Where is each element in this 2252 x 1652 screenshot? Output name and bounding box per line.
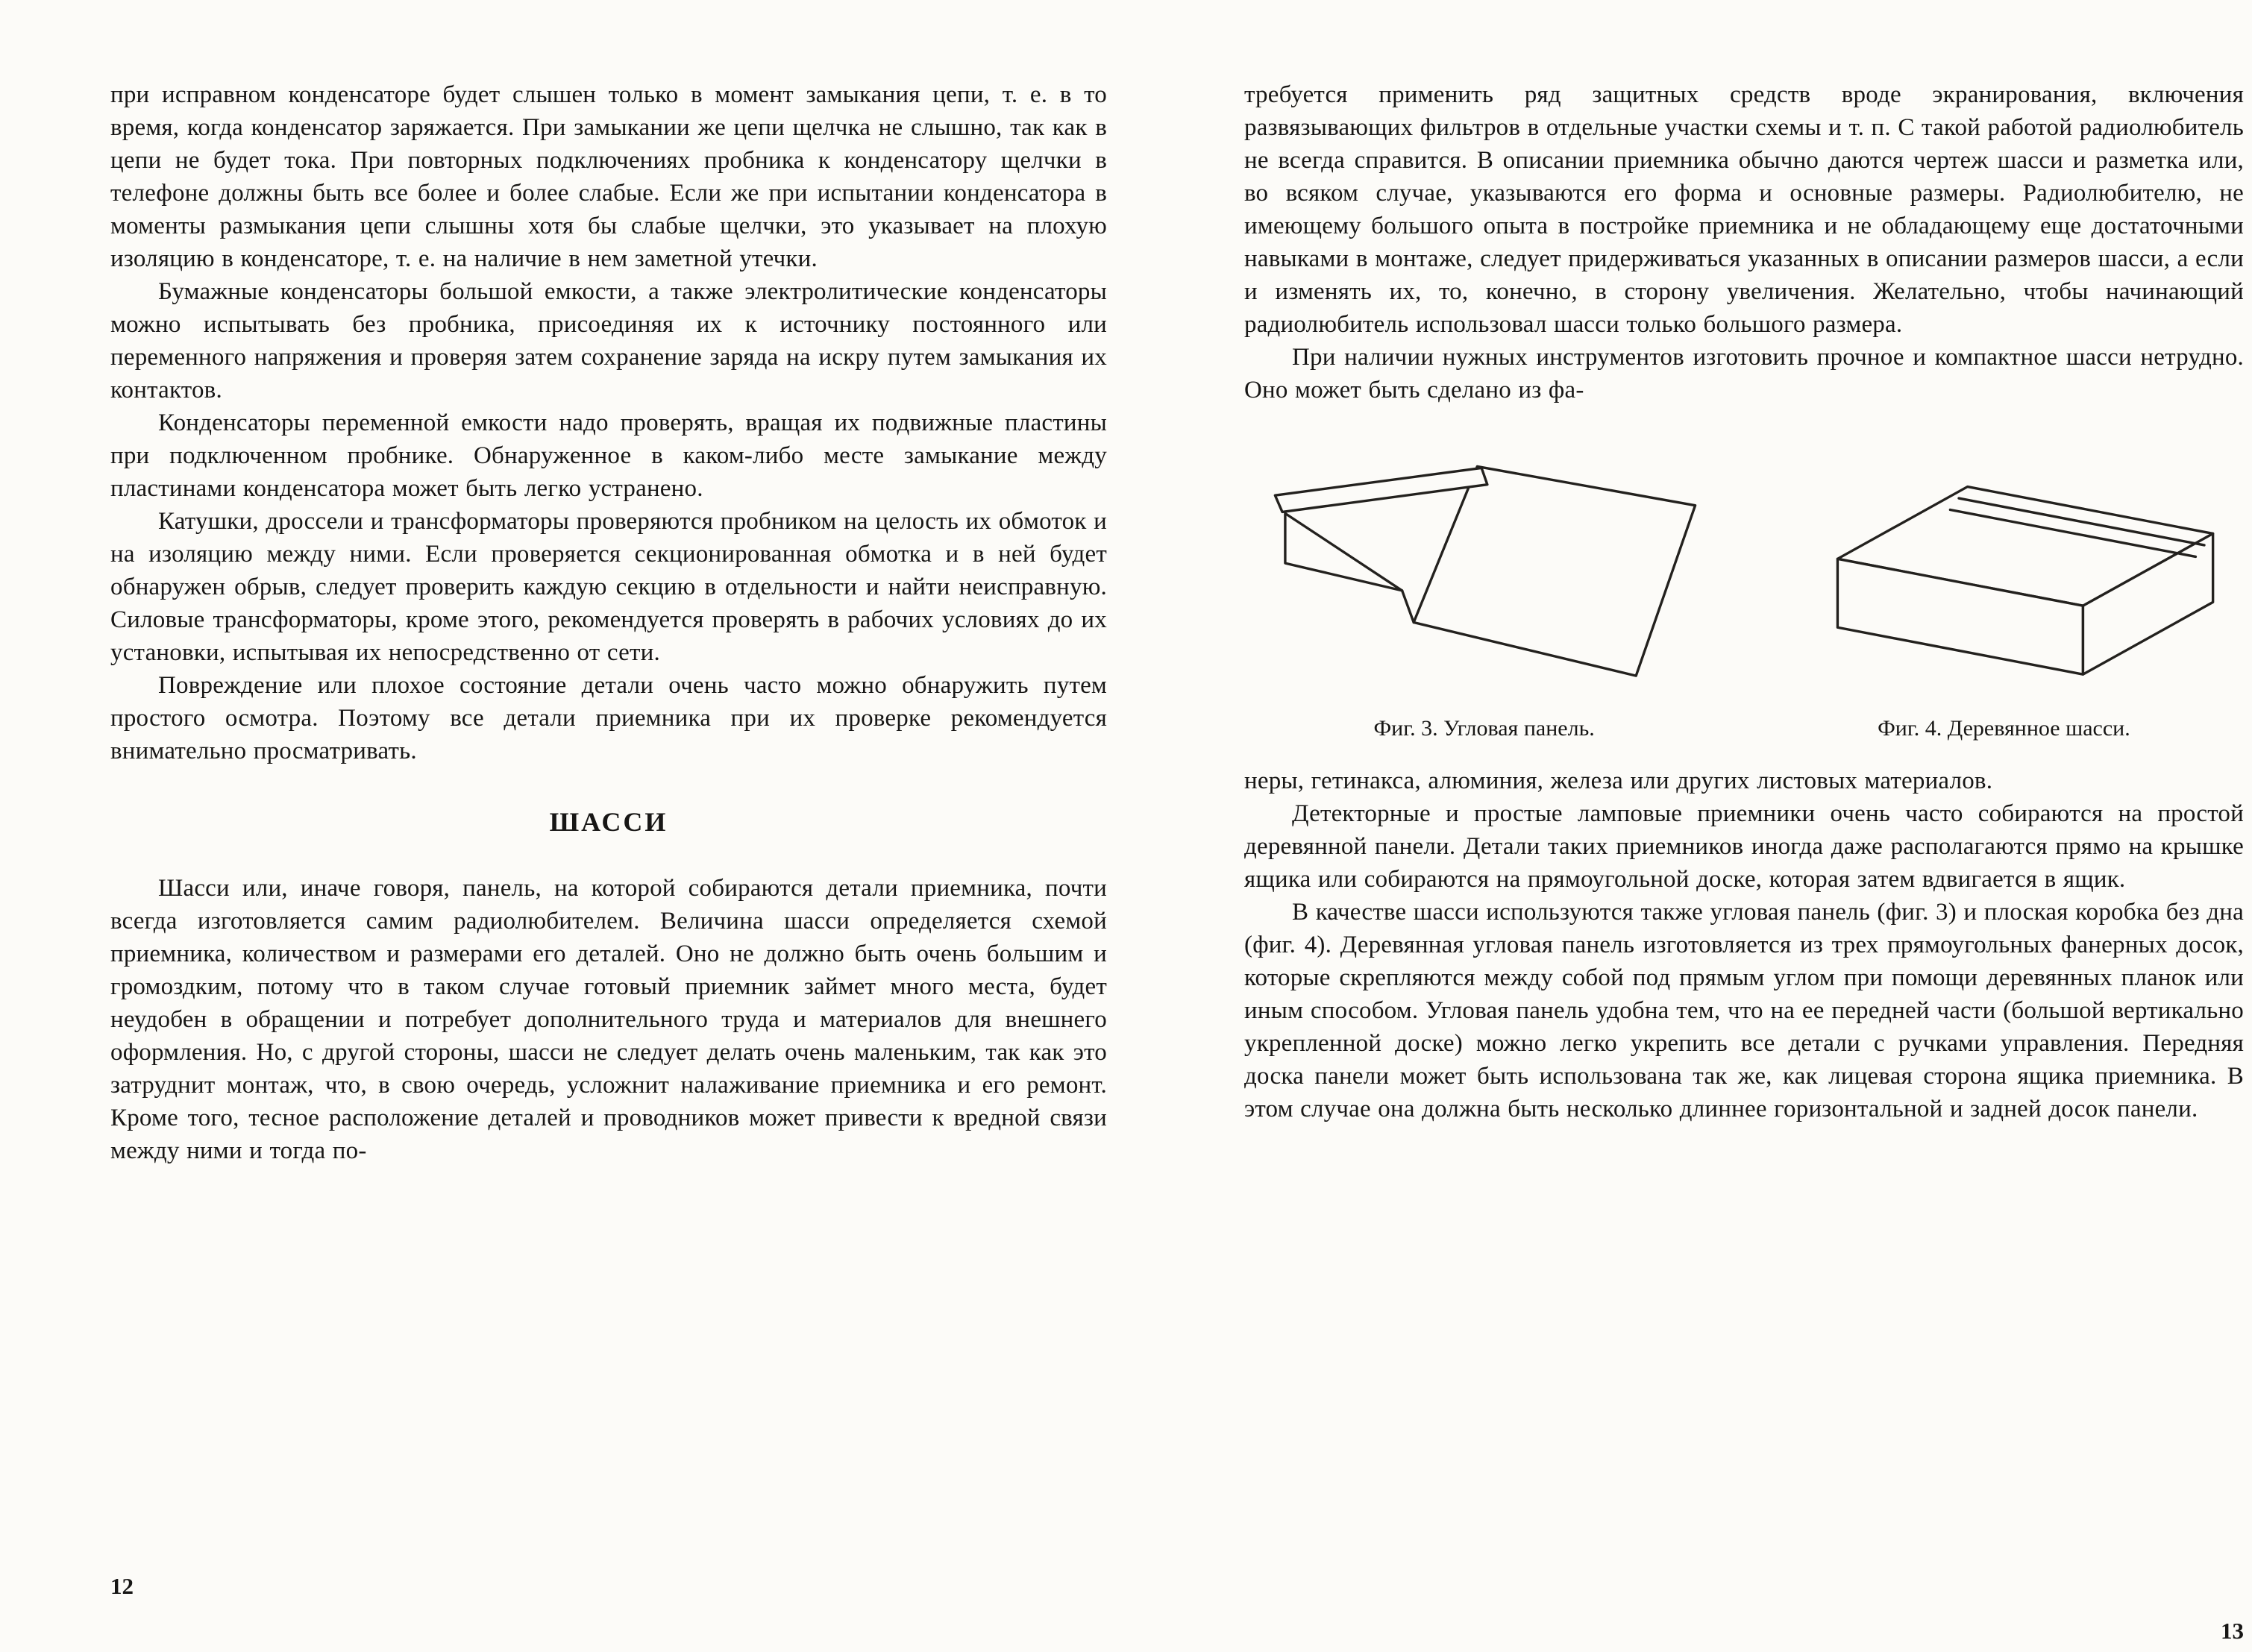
paragraph: Детекторные и простые ламповые приемники очень часто собираются на простой деревянной панели. Детали таких приемников иногда даже располагаются прямо на крышке ящика или собираются на прямоугольной доске, которая затем вдвигается в ящик.: [1244, 800, 2244, 893]
figure-4-wooden-chassis: [1764, 432, 2244, 742]
paragraph: В качестве шасси используются также угловая панель (фиг. 3) и плоская коробка без дна (фиг. 4). Деревянная угловая панель изготовляется из трех прямоугольных фанерных досок, которые скрепляются между собой под прямым углом при помощи деревянных планок или иным способом. Угловая панель удобна тем, что на ее передней части (большой вертикально укрепленной доске) можно легко укрепить все детали с ручками управления. Передняя доска панели может быть использована так же, как лицевая сторона ящика приемника. В этом случае она должна быть несколько длиннее горизонтальной и задней досок панели.: [1244, 899, 2244, 1122]
paragraph: неры, гетинакса, алюминия, железа или других листовых материалов.: [1244, 767, 1993, 794]
figures-row: [1244, 432, 2244, 742]
paragraph: Повреждение или плохое состояние детали очень часто можно обнаружить путем простого осмотра. Поэтому все детали приемника при их проверке рекомендуется внимательно просматривать.: [110, 672, 1107, 764]
figure-3-angular-panel: [1244, 432, 1724, 742]
wooden-chassis-drawing: [1780, 432, 2227, 700]
page-number: 12: [110, 1573, 134, 1599]
paragraph: при исправном конденсаторе будет слышен только в момент замыкания цепи, т. е. в то время, когда конденсатор заряжается. При замыкании же цепи щелчка не слышно, так как в цепи не будет тока. При повторных подключениях пробника к конденсатору щелчки в телефоне должны быть все более и более слабые. Если же при испытании конденсатора в моменты размыкания цепи слышны хотя бы слабые щелчки, это указывает на плохую изоляцию в конденсаторе, т. е. на наличие в нем заметной утечки.: [110, 81, 1107, 272]
right-page: [1244, 78, 2244, 1644]
figure-caption: Фиг. 4. Деревянное шасси.: [1878, 716, 2130, 741]
paragraph: Бумажные конденсаторы большой емкости, а также электролитические конденсаторы можно испытывать без пробника, присоединяя их к источнику постоянного или переменного напряжения и проверяя затем сохранение заряда на искру путем замыкания их контактов.: [110, 278, 1107, 403]
section-heading: ШАССИ: [549, 807, 668, 837]
paragraph: Катушки, дроссели и трансформаторы проверяются пробником на целость их обмоток и на изоляцию между ними. Если проверяется секционированная обмотка и в ней будет обнаружен обрыв, следует проверить каждую секцию в отдельности и найти неисправную. Силовые трансформаторы, кроме этого, рекомендуется проверять в рабочих условиях до их установки, испытывая их непосредственно от сети.: [110, 508, 1107, 666]
left-page: [110, 78, 1107, 1599]
figure-caption: Фиг. 3. Угловая панель.: [1373, 716, 1595, 741]
paragraph: требуется применить ряд защитных средств вроде экранирования, включения развязывающих фильтров в отдельные участки схемы и т. п. С такой работой радиолюбитель не всегда справится. В описании приемника обычно даются чертеж шасси и разметка или, во всяком случае, указываются его форма и основные размеры. Радиолюбителю, не имеющему большого опыта в постройке приемника и не обладающему еще достаточными навыками в монтаже, следует придерживаться указанных в описании размеров шасси, а если и изменять их, то, конечно, в сторону увеличения. Желательно, чтобы начинающий радиолюбитель использовал шасси только большого размера.: [1244, 81, 2244, 338]
angular-panel-drawing: [1261, 432, 1708, 700]
paragraph: При наличии нужных инструментов изготовить прочное и компактное шасси нетрудно. Оно может быть сделано из фа-: [1244, 344, 2244, 403]
page-number: 13: [2221, 1618, 2244, 1644]
paragraph: Конденсаторы переменной емкости надо проверять, вращая их подвижные пластины при подключенном пробнике. Обнаруженное в каком-либо месте замыкание между пластинами конденсатора может быть легко устранено.: [110, 409, 1107, 502]
paragraph: Шасси или, иначе говоря, панель, на которой собираются детали приемника, почти всегда изготовляется самим радиолюбителем. Величина шасси определяется схемой приемника, количеством и размерами его деталей. Оно не должно быть очень большим и громоздким, потому что в таком случае готовый приемник займет много места, будет неудобен в обращении и потребует дополнительного труда и материалов для внешнего оформления. Но, с другой стороны, шасси не следует делать очень маленьким, так как это затруднит монтаж, что, в свою очередь, усложнит налаживание приемника и его ремонт. Кроме того, тесное расположение деталей и проводников может привести к вредной связи между ними и тогда по-: [110, 875, 1107, 1164]
